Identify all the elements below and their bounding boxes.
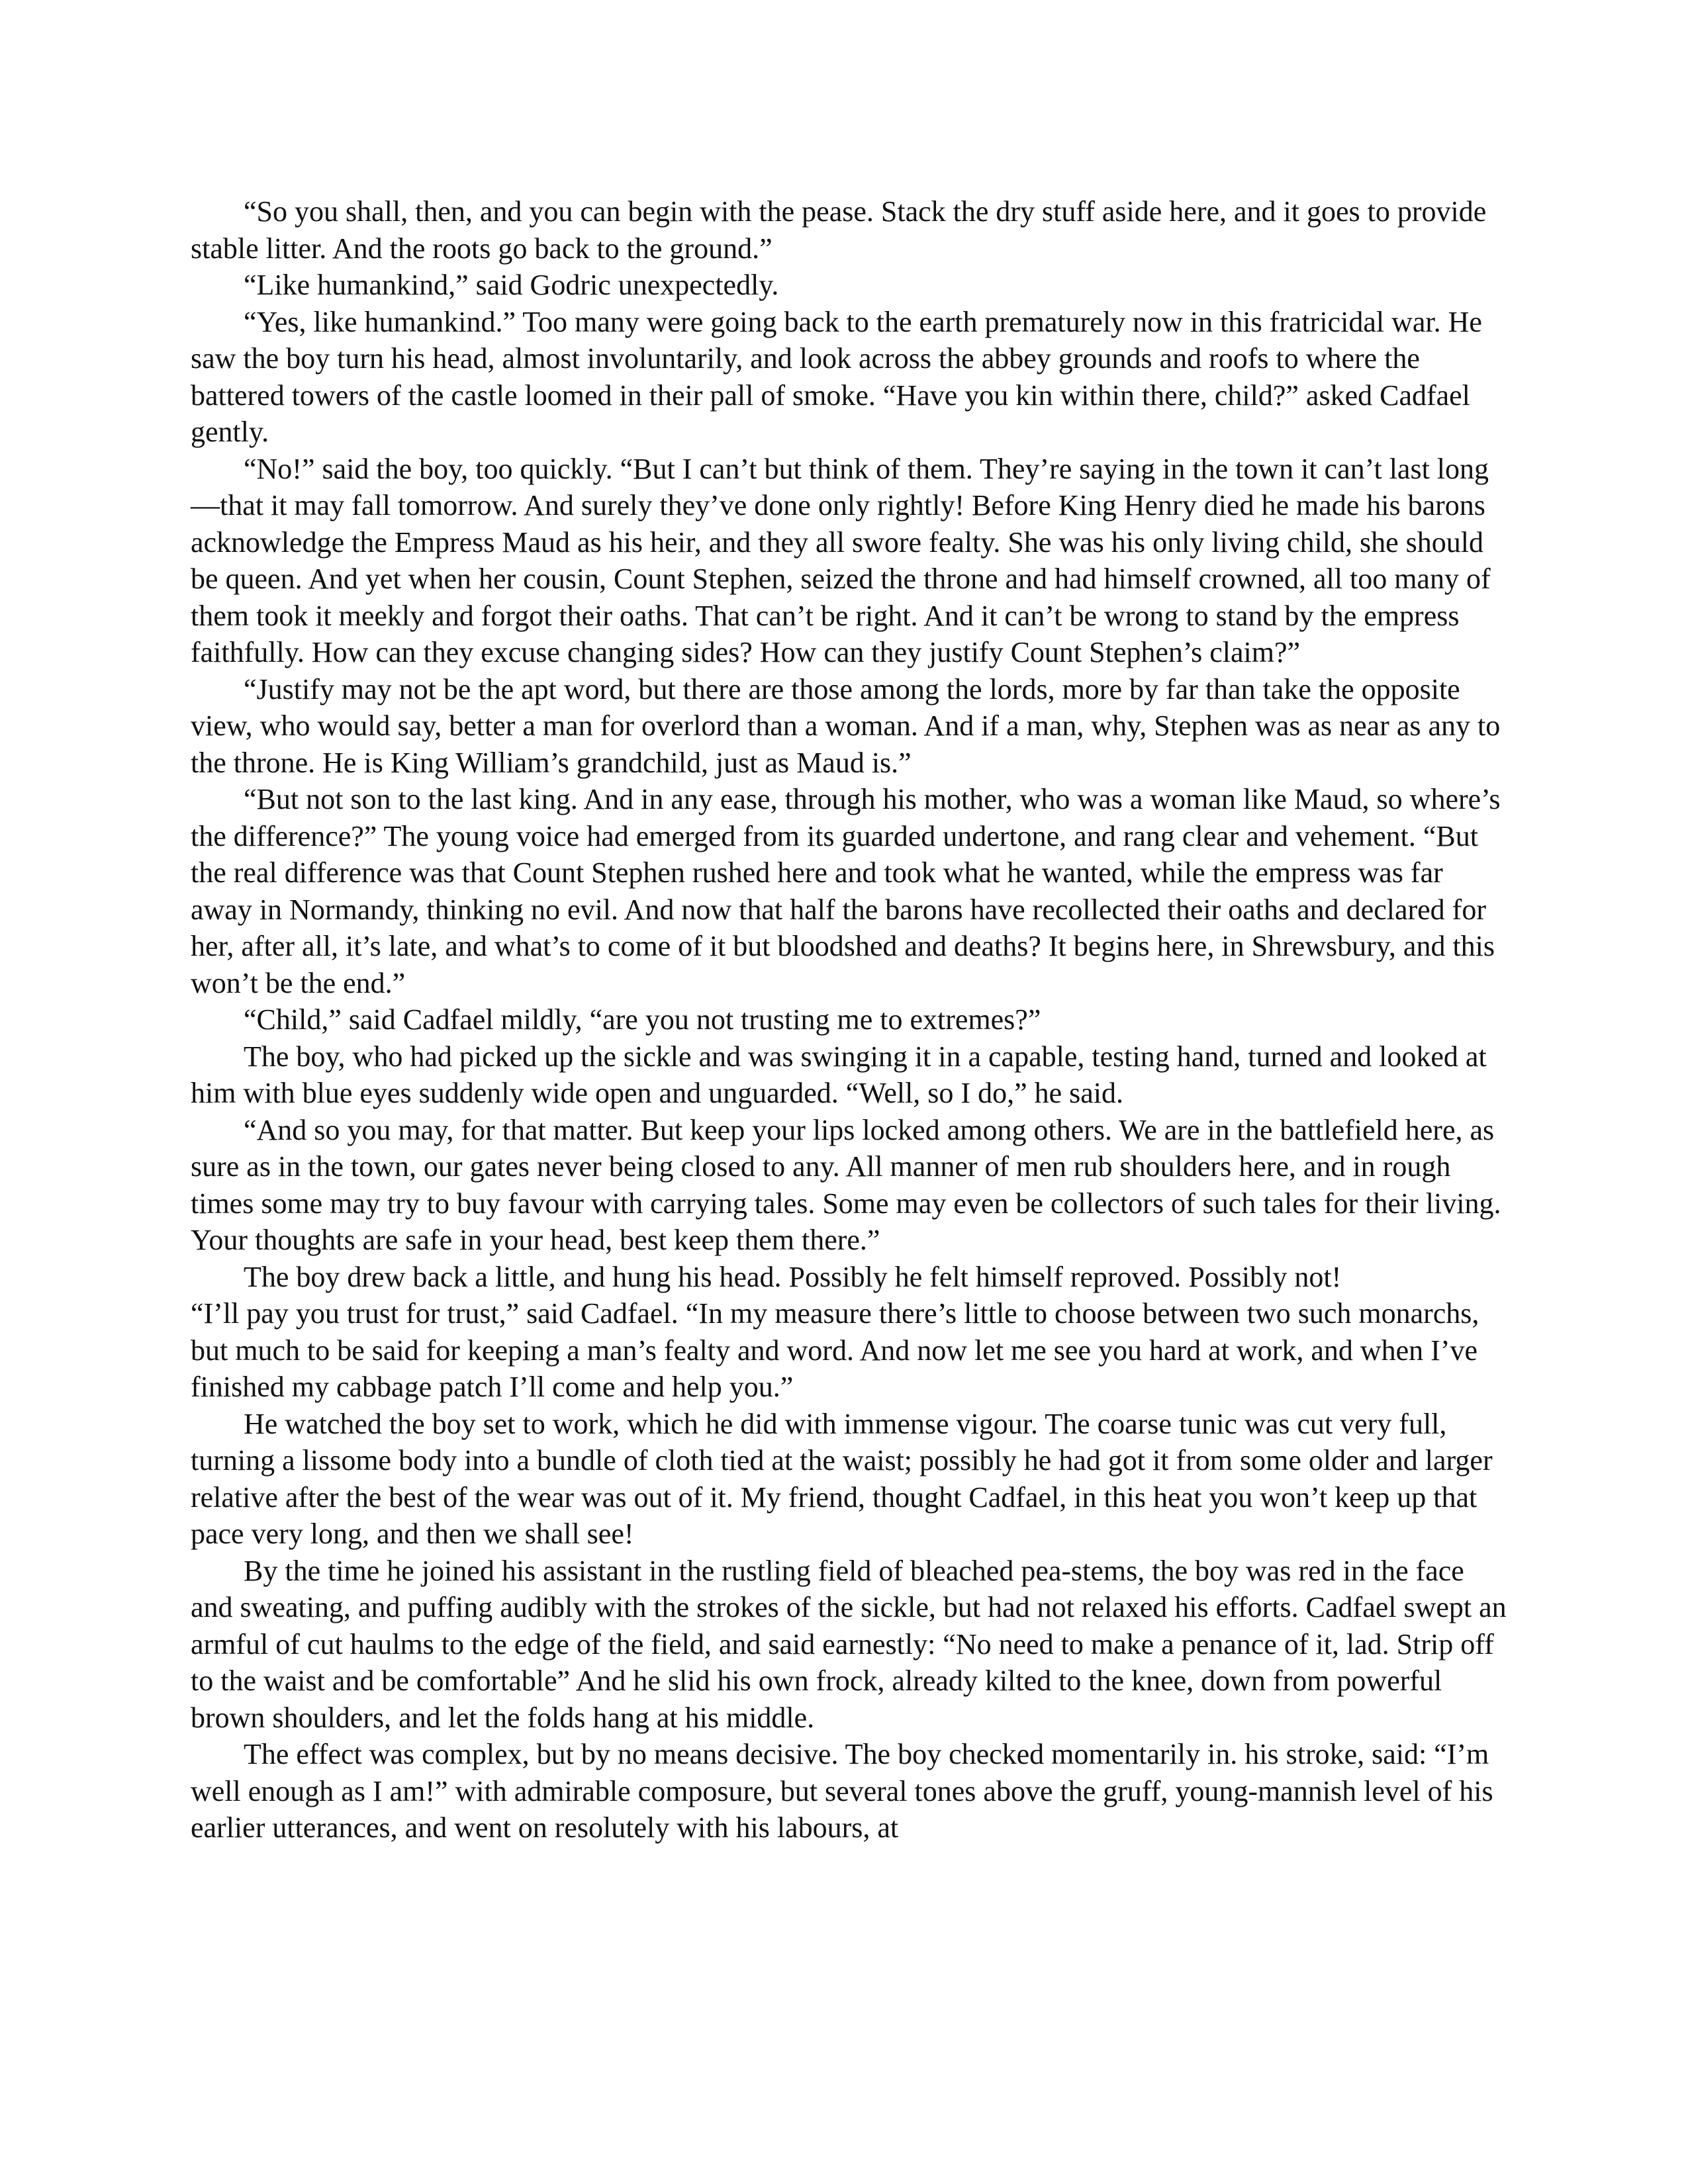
paragraph: “I’ll pay you trust for trust,” said Cadfael. “In my measure there’s little to choose between two such monarchs, but much to be said for keeping a man’s fealty and word. And now let me see you hard at work, and when I’ve finished my cabbage patch I’ll come and help you.” bbox=[191, 1297, 1479, 1403]
paragraph: “So you shall, then, and you can begin with the pease. Stack the dry stuff aside here, and it goes to provide stable litter. And the roots go back to the ground.” bbox=[191, 195, 1487, 265]
paragraph: “Yes, like humankind.” Too many were going back to the earth prematurely now in this fratricidal war. He saw the boy turn his head, almost involuntarily, and look across the abbey grounds and roofs to where the battered towers of the castle loomed in their pall of smoke. “Have you kin within there, child?” asked Cadfael gently. bbox=[191, 305, 1482, 448]
paragraph: “And so you may, for that matter. But keep your lips locked among others. We are in the battlefield here, as sure as in the town, our gates never being closed to any. All manner of men rub shoulders here, and in rough times some may try to buy favour with carrying tales. Some may even be collectors of such tales for their living. Your thoughts are safe in your head, best keep them there.” bbox=[191, 1113, 1501, 1256]
paragraph: The effect was complex, but by no means decisive. The boy checked momentarily in. his stroke, said: “I’m well enough as I am!” with admirable composure, but several tones above the gruff, young-mannish level of his earlier utterances, and went on resolutely with his labours, at bbox=[191, 1738, 1493, 1844]
paragraph: “Justify may not be the apt word, but there are those among the lords, more by far than take the opposite view, who would say, better a man for overlord than a woman. And if a man, why, Stephen was as near as any to the throne. He is King William’s grandchild, just as Maud is.” bbox=[191, 672, 1501, 779]
paragraph: “Child,” said Cadfael mildly, “are you not trusting me to extremes?” bbox=[244, 1003, 1041, 1036]
paragraph: “Like humankind,” said Godric unexpectedly. bbox=[244, 269, 779, 301]
paragraph: “No!” said the boy, too quickly. “But I can’t but think of them. They’re saying in the town it can’t last long—that it may fall tomorrow. And surely they’ve done only rightly! Before King Henry died he made his barons acknowledge the Empress Maud as his heir, and they all swore fealty. She was his only living child, she should be queen. And yet when her cousin, Count Stephen, seized the throne and had himself crowned, all too many of them took it meekly and forgot their oaths. That can’t be right. And it can’t be wrong to stand by the empress faithfully. How can they excuse changing sides? How can they justify Count Stephen’s claim?” bbox=[191, 452, 1491, 668]
paragraph: The boy drew back a little, and hung his head. Possibly he felt himself reproved. Possibly not! bbox=[244, 1260, 1342, 1293]
paragraph: He watched the boy set to work, which he did with immense vigour. The coarse tunic was cut very full, turning a lissome body into a bundle of cloth tied at the waist; possibly he had got it from some older and larger relative after the best of the wear was out of it. My friend, thought Cadfael, in this heat you won’t keep up that pace very long, and then we shall see! bbox=[191, 1407, 1493, 1550]
page-body bbox=[191, 193, 1508, 1846]
paragraph: “But not son to the last king. And in any ease, through his mother, who was a woman like Maud, so where’s the difference?” The young voice had emerged from its guarded undertone, and rang clear and vehement. “But the real difference was that Count Stephen rushed here and took what he wanted, while the empress was far away in Normandy, thinking no evil. And now that half the barons have recollected their oaths and declared for her, after all, it’s late, and what’s to come of it but bloodshed and deaths? It begins here, in Shrewsbury, and this won’t be the end.” bbox=[191, 783, 1501, 999]
paragraph: By the time he joined his assistant in the rustling field of bleached pea-stems, the boy was red in the face and sweating, and puffing audibly with the strokes of the sickle, but had not relaxed his efforts. Cadfael swept an armful of cut haulms to the edge of the field, and said earnestly: “No need to make a penance of it, lad. Strip off to the waist and be comfortable” And he slid his own frock, already kilted to the knee, down from powerful brown shoulders, and let the folds hang at his middle. bbox=[191, 1554, 1507, 1734]
paragraph: The boy, who had picked up the sickle and was swinging it in a capable, testing hand, turned and looked at him with blue eyes suddenly wide open and unguarded. “Well, so I do,” he said. bbox=[191, 1040, 1487, 1109]
